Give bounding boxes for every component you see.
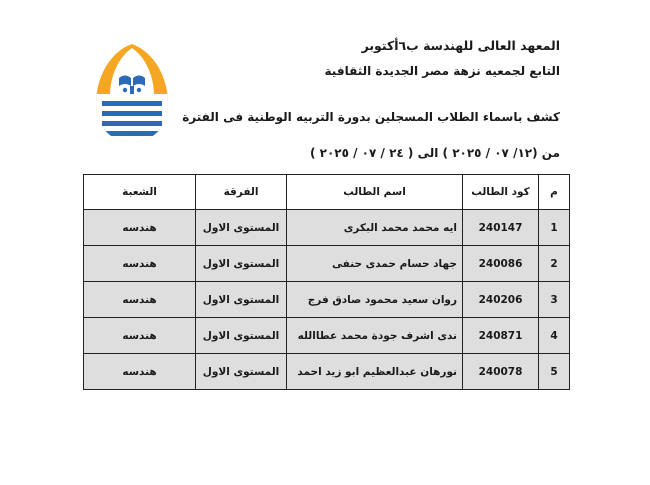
table-row xyxy=(84,354,570,390)
cell-level: المستوى الاول xyxy=(196,282,287,318)
col-header-code: كود الطالب xyxy=(463,175,539,210)
cell-name: روان سعيد محمود صادق فرج xyxy=(287,282,463,318)
cell-code: 240086 xyxy=(463,246,539,282)
table-row xyxy=(84,246,570,282)
cell-name: نورهان عبدالعظيم ابو زيد احمد xyxy=(287,354,463,390)
cell-division: هندسه xyxy=(84,354,196,390)
cell-name: جهاد حسام حمدى حنفى xyxy=(287,246,463,282)
cell-number: 1 xyxy=(539,210,570,246)
cell-number: 4 xyxy=(539,318,570,354)
cell-level: المستوى الاول xyxy=(196,354,287,390)
cell-level: المستوى الاول xyxy=(196,210,287,246)
col-header-level: الفرقة xyxy=(196,175,287,210)
col-header-division: الشعبة xyxy=(84,175,196,210)
cell-division: هندسه xyxy=(84,282,196,318)
cell-level: المستوى الاول xyxy=(196,246,287,282)
institute-name: المعهد العالى للهندسة ب٦أكتوبر xyxy=(361,38,560,53)
col-header-number: م xyxy=(539,175,570,210)
cell-division: هندسه xyxy=(84,210,196,246)
cell-code: 240147 xyxy=(463,210,539,246)
cell-code: 240871 xyxy=(463,318,539,354)
col-header-name: اسم الطالب xyxy=(287,175,463,210)
table-row xyxy=(84,282,570,318)
document-title: كشف باسماء الطلاب المسجلين بدورة التربيه الوطنية فى الفترة xyxy=(182,110,560,124)
affiliation-line: التابع لجمعيه نزهة مصر الجديدة الثقافية xyxy=(324,64,560,78)
cell-name: ندى اشرف جودة محمد عطاالله xyxy=(287,318,463,354)
cell-code: 240206 xyxy=(463,282,539,318)
cell-division: هندسه xyxy=(84,246,196,282)
table-row xyxy=(84,318,570,354)
cell-division: هندسه xyxy=(84,318,196,354)
students-table xyxy=(83,174,570,390)
cell-number: 5 xyxy=(539,354,570,390)
period-range: من (١٢/ ٠٧ / ٢٠٢٥ ) الى ( ٢٤ / ٠٧ / ٢٠٢٥ ) xyxy=(309,146,560,160)
cell-name: ايه محمد محمد البكرى xyxy=(287,210,463,246)
cell-code: 240078 xyxy=(463,354,539,390)
institute-logo xyxy=(92,42,172,147)
cell-number: 2 xyxy=(539,246,570,282)
table-header-row xyxy=(84,175,570,210)
table-row xyxy=(84,210,570,246)
cell-number: 3 xyxy=(539,282,570,318)
cell-level: المستوى الاول xyxy=(196,318,287,354)
